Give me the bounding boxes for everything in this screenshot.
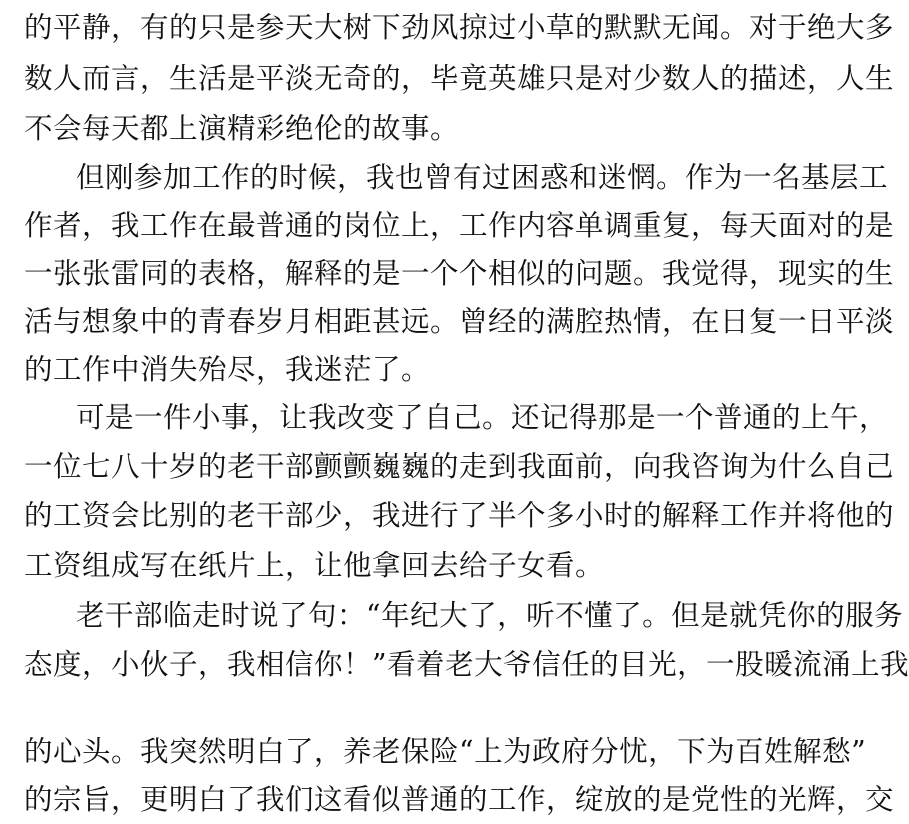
text-line-13: 老干部临走时说了句：“年纪大了，听不懂了。但是就凭你的服务 [76, 599, 904, 632]
text-line-10: 一位七八十岁的老干部颤颤巍巍的走到我面前，向我咨询为什么自己 [24, 450, 895, 483]
text-line-15: 的心头。我突然明白了，养老保险“上为政府分忧，下为百姓解愁” [24, 735, 867, 768]
text-line-4: 但刚参加工作的时候，我也曾有过困惑和迷惘。作为一名基层工 [76, 161, 889, 194]
text-line-2: 数人而言，生活是平淡无奇的，毕竟英雄只是对少数人的描述，人生 [24, 62, 895, 95]
text-line-6: 一张张雷同的表格，解释的是一个个相似的问题。我觉得，现实的生 [24, 257, 895, 290]
text-line-9: 可是一件小事，让我改变了自己。还记得那是一个普通的上午， [76, 401, 889, 434]
text-line-16: 的宗旨，更明白了我们这看似普通的工作，绽放的是党性的光辉，交 [24, 783, 895, 816]
text-line-14: 态度，小伙子，我相信你！”看着老大爷信任的目光，一股暖流涌上我 [24, 648, 909, 681]
text-line-12: 工资组成写在纸片上，让他拿回去给子女看。 [24, 549, 605, 582]
text-line-7: 活与想象中的青春岁月相距甚远。曾经的满腔热情，在日复一日平淡 [24, 305, 895, 338]
text-line-3: 不会每天都上演精彩绝伦的故事。 [24, 112, 460, 145]
text-line-1: 的平静，有的只是参天大树下劲风掠过小草的默默无闻。对于绝大多 [24, 11, 895, 44]
text-line-5: 作者，我工作在最普通的岗位上，工作内容单调重复，每天面对的是 [24, 209, 895, 242]
text-line-8: 的工作中消失殆尽，我迷茫了。 [24, 353, 431, 386]
text-line-11: 的工资会比别的老干部少，我进行了半个多小时的解释工作并将他的 [24, 499, 895, 532]
